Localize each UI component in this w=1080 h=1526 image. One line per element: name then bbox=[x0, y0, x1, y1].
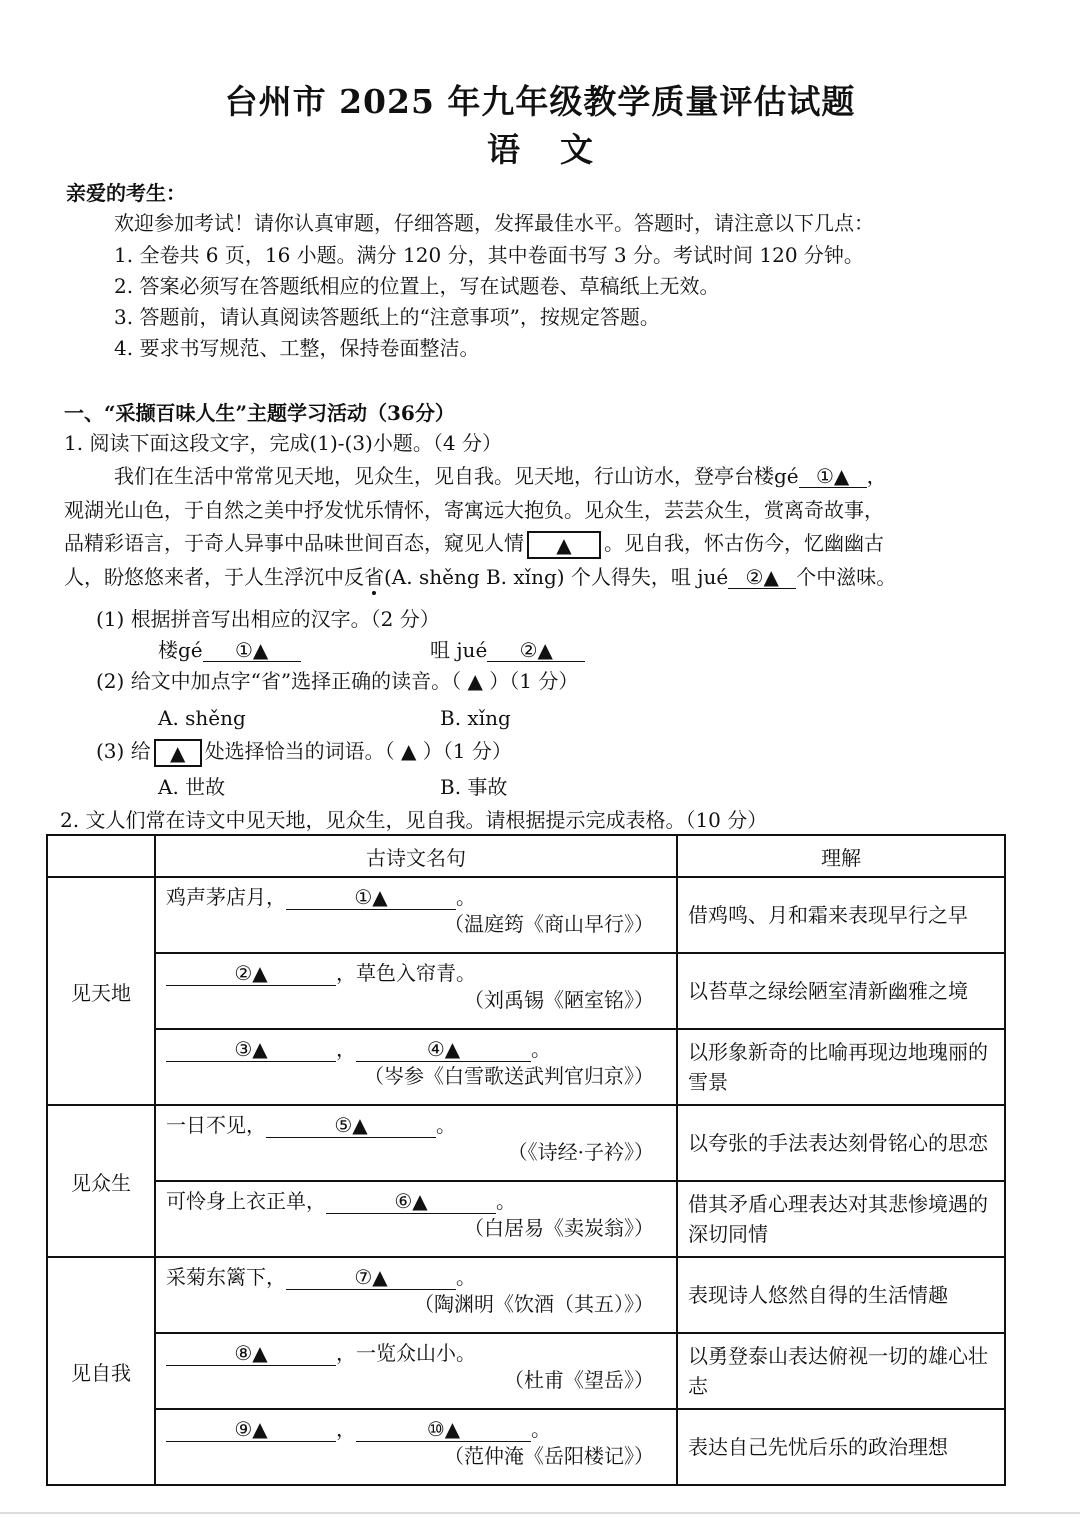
quote-cell bbox=[155, 1181, 677, 1257]
quote-text: 。 bbox=[456, 885, 476, 909]
section-heading: 一、“采撷百味人生”主题学习活动（36分） bbox=[64, 401, 455, 425]
quote-text: ，草色入帘青。 bbox=[336, 961, 476, 985]
understanding-cell: 以夸张的手法表达刻骨铭心的思恋 bbox=[677, 1105, 1005, 1181]
answer-box: ▲ bbox=[527, 531, 601, 559]
quote-text: 鸡声茅店月， bbox=[166, 885, 286, 909]
sub3-label bbox=[96, 738, 512, 767]
q1-stem: 1. 阅读下面这段文字，完成(1)-(3)小题。（4 分） bbox=[64, 431, 502, 455]
quote-blank: ⑧▲ bbox=[166, 1341, 336, 1366]
passage-line-4 bbox=[64, 564, 896, 590]
quote-blank: ①▲ bbox=[286, 885, 456, 910]
quote-source: （陶渊明《饮酒（其五）》） bbox=[414, 1292, 654, 1316]
table-header bbox=[47, 835, 155, 877]
quote-blank: ⑦▲ bbox=[286, 1265, 456, 1290]
quote-cell bbox=[155, 877, 677, 953]
table-row bbox=[47, 1333, 1005, 1409]
quote-text: 。 bbox=[531, 1037, 551, 1061]
notice-intro: 欢迎参加考试！请你认真审题，仔细答题，发挥最佳水平。答题时，请注意以下几点： bbox=[114, 211, 874, 235]
quote-source: （《诗经·子衿》） bbox=[507, 1140, 654, 1164]
sub2-option-b: B. xǐng bbox=[440, 706, 511, 730]
passage-line-1 bbox=[114, 463, 887, 489]
understanding-cell: 以苔草之绿绘陋室清新幽雅之境 bbox=[677, 953, 1005, 1029]
greeting: 亲爱的考生： bbox=[66, 181, 186, 205]
understanding-cell: 表达自己先忧后乐的政治理想 bbox=[677, 1409, 1005, 1485]
quote-blank: ③▲ bbox=[166, 1037, 336, 1062]
table-row bbox=[47, 877, 1005, 953]
table-row bbox=[47, 1409, 1005, 1485]
quote-source: （白居易《卖炭翁》） bbox=[464, 1216, 654, 1240]
category-cell: 见自我 bbox=[47, 1257, 155, 1485]
sub1-a-blank: ①▲ bbox=[203, 639, 301, 662]
quote-text: 。 bbox=[531, 1417, 551, 1441]
understanding-cell: 借鸡鸣、月和霜来表现早行之早 bbox=[677, 877, 1005, 953]
dotted-char: 省 bbox=[364, 565, 384, 589]
category-cell: 见众生 bbox=[47, 1105, 155, 1257]
understanding-cell: 以形象新奇的比喻再现边地瑰丽的雪景 bbox=[677, 1029, 1005, 1105]
quote-blank: ⑩▲ bbox=[356, 1417, 531, 1442]
notice-item-3: 3. 答题前，请认真阅读答题纸上的“注意事项”，按规定答题。 bbox=[114, 305, 660, 329]
understanding-cell: 借其矛盾心理表达对其悲惨境遇的深切同情 bbox=[677, 1181, 1005, 1257]
understanding-cell: 以勇登泰山表达俯视一切的雄心壮志 bbox=[677, 1333, 1005, 1409]
sub1-a bbox=[158, 637, 301, 663]
passage-text: 个中滋味。 bbox=[796, 565, 897, 589]
table-row bbox=[47, 1105, 1005, 1181]
sub1-b bbox=[430, 637, 585, 663]
quote-blank: ④▲ bbox=[356, 1037, 531, 1062]
quote-text: 一日不见， bbox=[166, 1113, 266, 1137]
quote-source: （温庭筠《商山早行》） bbox=[444, 912, 654, 936]
sub1-a-label: 楼gé bbox=[158, 638, 203, 662]
passage-line-2: 观湖光山色，于自然之美中抒发忧乐情怀，寄寓远大抱负。见众生，芸芸众生，赏离奇故事， bbox=[64, 498, 884, 522]
quote-cell bbox=[155, 1409, 677, 1485]
quote-source: （范仲淹《岳阳楼记》） bbox=[444, 1444, 654, 1468]
understanding-cell: 表现诗人悠然自得的生活情趣 bbox=[677, 1257, 1005, 1333]
answer-box: ▲ bbox=[154, 739, 202, 767]
table-row bbox=[47, 953, 1005, 1029]
notice-item-1: 1. 全卷共 6 页，16 小题。满分 120 分，其中卷面书写 3 分。考试时间 120 分钟。 bbox=[114, 243, 864, 267]
passage-text: 品精彩语言，于奇人异事中品味世间百态，窥见人情 bbox=[64, 531, 524, 555]
sub3-post: 处选择恰当的词语。（ ▲ ）（1 分） bbox=[204, 739, 512, 763]
sub1-b-blank: ②▲ bbox=[487, 639, 585, 662]
quote-source: （岑参《白雪歌送武判官归京》） bbox=[364, 1064, 654, 1088]
sub2-label: (2) 给文中加点字“省”选择正确的读音。（ ▲ ）（1 分） bbox=[96, 669, 579, 693]
subject-title: 语文 bbox=[487, 130, 633, 169]
table-header: 理解 bbox=[677, 835, 1005, 877]
sub2-option-a: A. shěng bbox=[158, 706, 246, 730]
quote-text: ，一览众山小。 bbox=[336, 1341, 476, 1365]
quote-text: ， bbox=[336, 1037, 356, 1061]
passage-line-3 bbox=[64, 530, 884, 559]
table-row bbox=[47, 1257, 1005, 1333]
table-row bbox=[47, 1029, 1005, 1105]
table-header: 古诗文名句 bbox=[155, 835, 677, 877]
quote-text: 。 bbox=[496, 1189, 516, 1213]
passage-text: 。见自我，怀古伤今，忆幽幽古 bbox=[604, 531, 884, 555]
passage-text: ， bbox=[866, 464, 887, 488]
sub1-label: (1) 根据拼音写出相应的汉字。（2 分） bbox=[96, 607, 440, 631]
notice-item-2: 2. 答案必须写在答题纸相应的位置上，写在试题卷、草稿纸上无效。 bbox=[114, 274, 720, 298]
quote-source: （刘禹锡《陋室铭》） bbox=[464, 988, 654, 1012]
quote-blank: ⑨▲ bbox=[166, 1417, 336, 1442]
q2-stem: 2. 文人们常在诗文中见天地，见众生，见自我。请根据提示完成表格。（10 分） bbox=[60, 808, 768, 832]
quote-cell bbox=[155, 1029, 677, 1105]
blank-2: ②▲ bbox=[728, 566, 796, 589]
sub3-option-a: A. 世故 bbox=[158, 775, 226, 799]
passage-text: 人，盼悠悠来者，于人生浮沉中反 bbox=[64, 565, 364, 589]
sub1-b-label: 咀 jué bbox=[430, 638, 488, 662]
quote-cell bbox=[155, 1333, 677, 1409]
page-edge bbox=[0, 1512, 1080, 1514]
passage-text: (A. shěng B. xǐng) 个人得失，咀 jué bbox=[384, 565, 729, 589]
notice-item-4: 4. 要求书写规范、工整，保持卷面整洁。 bbox=[114, 336, 480, 360]
category-cell: 见天地 bbox=[47, 877, 155, 1105]
quote-source: （杜甫《望岳》） bbox=[504, 1368, 654, 1392]
quote-blank: ⑥▲ bbox=[326, 1189, 496, 1214]
quote-blank: ②▲ bbox=[166, 961, 336, 986]
quote-cell bbox=[155, 1105, 677, 1181]
quote-cell bbox=[155, 953, 677, 1029]
exam-title: 台州市 2025 年九年级教学质量评估试题 bbox=[224, 82, 856, 121]
quote-text: 采菊东篱下， bbox=[166, 1265, 286, 1289]
quote-text: 可怜身上衣正单， bbox=[166, 1189, 326, 1213]
quote-cell bbox=[155, 1257, 677, 1333]
table-row bbox=[47, 1181, 1005, 1257]
passage-text: 我们在生活中常常见天地，见众生，见自我。见天地，行山访水，登亭台楼gé bbox=[114, 464, 799, 488]
sub3-option-b: B. 事故 bbox=[440, 775, 508, 799]
quote-text: 。 bbox=[436, 1113, 456, 1137]
poem-table bbox=[46, 834, 1006, 1486]
quote-blank: ⑤▲ bbox=[266, 1113, 436, 1138]
blank-1: ①▲ bbox=[799, 465, 867, 488]
sub3-pre: (3) 给 bbox=[96, 739, 151, 763]
table-header-row bbox=[47, 835, 1005, 877]
quote-text: 。 bbox=[456, 1265, 476, 1289]
quote-text: ， bbox=[336, 1417, 356, 1441]
